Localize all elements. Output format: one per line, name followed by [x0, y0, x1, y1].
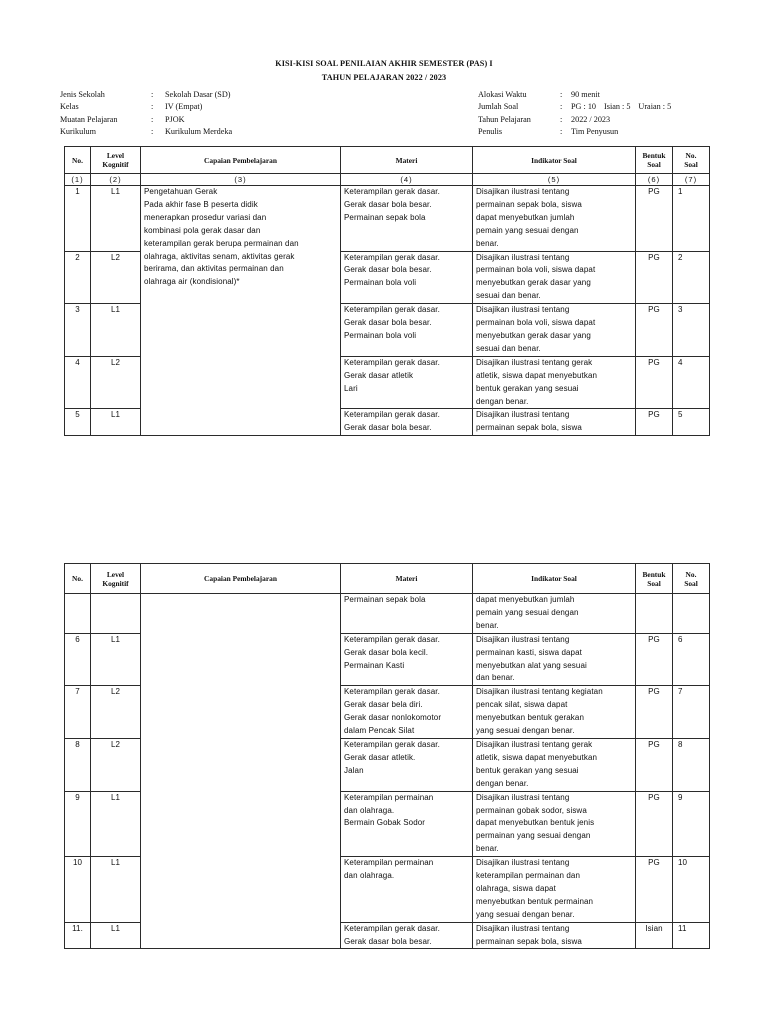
cell-no: 10	[65, 857, 91, 923]
cell-no-soal: 1	[673, 186, 710, 252]
header-no: No.	[65, 147, 91, 174]
info-label: Tahun Pelajaran	[478, 114, 531, 124]
info-value: 2022 / 2023	[571, 114, 611, 124]
indikator-line: permainan gobak sodor, siswa	[476, 805, 587, 815]
info-separator: :	[151, 90, 154, 99]
document-subtitle: TAHUN PELAJARAN 2022 / 2023	[321, 73, 447, 82]
cell-level: L1	[91, 922, 141, 949]
cell-indikator	[473, 304, 636, 357]
cell-bentuk: PG	[636, 251, 673, 304]
info-separator: :	[560, 102, 563, 112]
indikator-line: permainan bola voli, siswa dapat	[476, 318, 596, 328]
cell-indikator	[473, 251, 636, 304]
info-row-jenis-sekolah	[60, 89, 232, 101]
info-value: PJOK	[165, 114, 185, 124]
cell-no-soal: 6	[673, 633, 710, 686]
indikator-line: dengan benar.	[476, 396, 529, 406]
info-value-uraian: Uraian : 5	[638, 102, 672, 112]
info-row-alokasi-waktu	[478, 89, 671, 101]
cell-materi	[341, 791, 473, 857]
header-text: Kognitif	[102, 578, 129, 588]
info-value: Kurikulum Merdeka	[165, 127, 233, 137]
header-materi: Materi	[341, 564, 473, 594]
indikator-line: pemain yang sesuai dengan	[476, 225, 579, 235]
cell-indikator	[473, 594, 636, 634]
indikator-line: benar.	[476, 238, 499, 248]
indikator-line: pemain yang sesuai dengan	[476, 607, 579, 617]
cell-no: 9	[65, 791, 91, 857]
header-text: Kognitif	[102, 160, 129, 169]
indikator-line: dapat menyebutkan bentuk jenis	[476, 818, 595, 828]
info-row-kelas	[60, 101, 232, 113]
info-separator: :	[560, 114, 563, 124]
indikator-line: Disajikan ilustrasi tentang	[476, 252, 570, 262]
cell-no: 7	[65, 686, 91, 739]
header-text: Soal	[647, 160, 661, 169]
capaian-line: kombinasi pola gerak dasar dan	[144, 225, 261, 235]
cell-bentuk: Isian	[636, 922, 673, 949]
info-row-tahun-pelajaran	[478, 114, 671, 126]
indikator-line: yang sesuai dengan benar.	[476, 726, 575, 736]
info-label: Jumlah Soal	[478, 102, 519, 112]
cell-materi	[341, 356, 473, 409]
cell-level	[91, 594, 141, 634]
indikator-line: sesuai dan benar.	[476, 343, 541, 353]
cell-no: 11.	[65, 922, 91, 949]
materi-line: Permainan Kasti	[344, 660, 405, 670]
header-text: Level	[106, 569, 125, 579]
indikator-line: keterampilan permainan dan	[476, 871, 580, 881]
table-header-row	[65, 147, 710, 174]
cell-bentuk	[636, 594, 673, 634]
info-value-pg: PG : 10	[571, 102, 597, 112]
cell-materi	[341, 251, 473, 304]
column-number: (1)	[65, 174, 91, 186]
cell-materi	[341, 409, 473, 436]
indikator-line: atletik, siswa dapat menyebutkan	[476, 752, 598, 762]
indikator-line: permainan sepak bola, siswa	[476, 936, 582, 946]
materi-line: Gerak dasar nonlokomotor	[344, 713, 442, 723]
cell-indikator	[473, 356, 636, 409]
table-header-row	[65, 564, 710, 594]
indikator-line: menyebutkan gerak dasar yang	[476, 278, 591, 288]
cell-capaian-continued	[141, 594, 341, 949]
info-value: Tim Penyusun	[571, 127, 619, 137]
cell-level: L1	[91, 791, 141, 857]
materi-line: Keterampilan gerak dasar.	[344, 687, 440, 697]
materi-line: Gerak dasar bola kecil.	[344, 647, 429, 657]
cell-level: L1	[91, 186, 141, 252]
materi-line: Jalan	[344, 765, 364, 775]
header-materi: Materi	[341, 147, 473, 174]
header-text: Bentuk	[642, 569, 666, 579]
kisi-kisi-table-page-1	[64, 146, 710, 436]
materi-line: Keterampilan permainan	[344, 858, 434, 868]
materi-line: Bermain Gobak Sodor	[344, 818, 426, 828]
materi-line: Permainan sepak bola	[344, 212, 426, 222]
cell-no-soal: 3	[673, 304, 710, 357]
indikator-line: menyebutkan bentuk permainan	[476, 896, 594, 906]
indikator-line: bentuk gerakan yang sesuai	[476, 765, 579, 775]
indikator-line: Disajikan ilustrasi tentang	[476, 305, 570, 315]
column-number-row	[65, 174, 710, 186]
materi-line: Permainan sepak bola	[344, 595, 426, 604]
indikator-line: pencak silat, siswa dapat	[476, 700, 568, 710]
materi-line: Keterampilan gerak dasar.	[344, 252, 440, 262]
indikator-line: bentuk gerakan yang sesuai	[476, 383, 579, 393]
cell-no: 5	[65, 409, 91, 436]
cell-indikator	[473, 857, 636, 923]
info-label: Kurikulum	[60, 127, 96, 137]
materi-line: dan olahraga.	[344, 805, 395, 815]
indikator-line: dan benar.	[476, 673, 515, 683]
cell-capaian	[141, 186, 341, 436]
header-no-soal	[673, 564, 710, 594]
info-separator: :	[560, 90, 563, 99]
info-label: Alokasi Waktu	[478, 90, 527, 99]
indikator-line: menyebutkan bentuk gerakan	[476, 713, 585, 723]
cell-materi	[341, 922, 473, 949]
cell-materi	[341, 738, 473, 791]
capaian-line: olahraga air (kondisional)*	[144, 277, 240, 287]
header-indikator: Indikator Soal	[473, 147, 636, 174]
info-separator: :	[151, 114, 154, 124]
cell-no-soal: 11	[673, 922, 710, 949]
indikator-line: permainan yang sesuai dengan	[476, 831, 591, 841]
materi-line: Gerak dasar atletik	[344, 370, 414, 380]
column-number: (3)	[141, 174, 341, 186]
column-number: (6)	[636, 174, 673, 186]
indikator-line: Disajikan ilustrasi tentang	[476, 410, 570, 420]
capaian-line: menerapkan prosedur variasi dan	[144, 212, 267, 222]
cell-materi	[341, 304, 473, 357]
cell-indikator	[473, 922, 636, 949]
cell-indikator	[473, 686, 636, 739]
info-separator: :	[560, 127, 563, 137]
info-label: Jenis Sekolah	[60, 90, 105, 99]
cell-bentuk: PG	[636, 857, 673, 923]
indikator-line: menyebutkan gerak dasar yang	[476, 330, 591, 340]
info-value: IV (Empat)	[165, 102, 203, 112]
materi-line: Keterampilan gerak dasar.	[344, 187, 440, 196]
table-row	[65, 594, 710, 634]
indikator-line: permainan sepak bola, siswa	[476, 423, 582, 433]
cell-bentuk: PG	[636, 409, 673, 436]
header-level-kognitif	[91, 147, 141, 174]
info-label: Penulis	[478, 127, 503, 137]
header-text: No.	[685, 569, 697, 579]
materi-line: Keterampilan gerak dasar.	[344, 410, 440, 420]
capaian-line: keterampilan gerak berupa permainan dan	[144, 238, 299, 248]
column-number: (4)	[341, 174, 473, 186]
indikator-line: dapat menyebutkan jumlah	[476, 212, 575, 222]
cell-no: 2	[65, 251, 91, 304]
info-value: 90 menit	[571, 90, 600, 99]
table-row	[65, 186, 710, 252]
cell-bentuk: PG	[636, 738, 673, 791]
materi-line: Permainan bola voli	[344, 330, 417, 340]
column-number: (2)	[91, 174, 141, 186]
cell-bentuk: PG	[636, 633, 673, 686]
cell-level: L2	[91, 251, 141, 304]
indikator-line: Disajikan ilustrasi tentang	[476, 792, 570, 802]
indikator-line: atletik, siswa dapat menyebutkan	[476, 370, 598, 380]
cell-bentuk: PG	[636, 186, 673, 252]
materi-line: Keterampilan gerak dasar.	[344, 923, 440, 933]
indikator-line: Disajikan ilustrasi tentang	[476, 187, 570, 196]
cell-materi	[341, 857, 473, 923]
materi-line: dalam Pencak Silat	[344, 726, 415, 736]
info-value-isian: Isian : 5	[604, 102, 631, 112]
indikator-line: benar.	[476, 620, 499, 630]
info-row-kurikulum	[60, 126, 232, 138]
cell-indikator	[473, 738, 636, 791]
cell-level: L2	[91, 356, 141, 409]
header-no-soal	[673, 147, 710, 174]
indikator-line: permainan kasti, siswa dapat	[476, 647, 582, 657]
cell-no-soal: 5	[673, 409, 710, 436]
indikator-line: dengan benar.	[476, 778, 529, 788]
header-text: Soal	[684, 578, 698, 588]
materi-line: Gerak dasar bola besar.	[344, 265, 432, 275]
cell-no: 4	[65, 356, 91, 409]
header-no: No.	[65, 564, 91, 594]
capaian-line: berirama, dan aktivitas permainan dan	[144, 264, 284, 274]
indikator-line: sesuai dan benar.	[476, 291, 541, 301]
cell-no: 3	[65, 304, 91, 357]
header-text: Soal	[647, 578, 661, 588]
materi-line: Gerak dasar bola besar.	[344, 318, 432, 328]
info-label: Muatan Pelajaran	[60, 114, 118, 124]
header-text: No.	[685, 151, 697, 160]
header-indikator: Indikator Soal	[473, 564, 636, 594]
info-separator: :	[151, 102, 154, 112]
materi-line: Permainan bola voli	[344, 278, 417, 288]
indikator-line: Disajikan ilustrasi tentang kegiatan	[476, 687, 603, 697]
materi-line: Gerak dasar bola besar.	[344, 936, 432, 946]
cell-materi	[341, 633, 473, 686]
cell-no-soal: 10	[673, 857, 710, 923]
cell-level: L1	[91, 409, 141, 436]
cell-bentuk: PG	[636, 304, 673, 357]
materi-line: Gerak dasar bela diri.	[344, 700, 423, 710]
indikator-line: menyebutkan alat yang sesuai	[476, 660, 587, 670]
cell-level: L1	[91, 857, 141, 923]
cell-level: L1	[91, 633, 141, 686]
cell-indikator	[473, 633, 636, 686]
materi-line: Keterampilan gerak dasar.	[344, 357, 440, 367]
cell-level: L2	[91, 738, 141, 791]
indikator-line: dapat menyebutkan jumlah	[476, 595, 575, 604]
indikator-line: Disajikan ilustrasi tentang	[476, 858, 570, 868]
capaian-line: Pada akhir fase B peserta didik	[144, 199, 258, 209]
identity-info-right	[478, 89, 671, 139]
indikator-line: permainan sepak bola, siswa	[476, 199, 582, 209]
info-row-muatan-pelajaran	[60, 114, 232, 126]
capaian-line: olahraga, aktivitas senam, aktivitas gerak	[144, 251, 295, 261]
materi-line: Keterampilan gerak dasar.	[344, 634, 440, 644]
info-row-penulis	[478, 126, 671, 138]
cell-indikator	[473, 791, 636, 857]
cell-bentuk: PG	[636, 791, 673, 857]
info-row-jumlah-soal	[478, 101, 671, 113]
cell-bentuk: PG	[636, 686, 673, 739]
header-capaian: Capaian Pembelajaran	[141, 564, 341, 594]
cell-no-soal: 4	[673, 356, 710, 409]
document-title: KISI-KISI SOAL PENILAIAN AKHIR SEMESTER (PAS) I	[275, 59, 493, 68]
cell-no: 6	[65, 633, 91, 686]
materi-line: dan olahraga.	[344, 871, 395, 881]
header-text: Level	[106, 151, 125, 160]
indikator-line: yang sesuai dengan benar.	[476, 909, 575, 919]
info-separator: :	[151, 127, 154, 137]
header-bentuk-soal	[636, 147, 673, 174]
header-bentuk-soal	[636, 564, 673, 594]
cell-materi	[341, 186, 473, 252]
cell-level: L1	[91, 304, 141, 357]
header-text: Bentuk	[642, 151, 666, 160]
materi-line: Lari	[344, 383, 358, 393]
indikator-line: olahraga, siswa dapat	[476, 883, 556, 893]
cell-indikator	[473, 409, 636, 436]
cell-indikator	[473, 186, 636, 252]
capaian-line: Pengetahuan Gerak	[144, 187, 218, 196]
cell-no-soal: 7	[673, 686, 710, 739]
cell-no	[65, 594, 91, 634]
materi-line: Gerak dasar atletik.	[344, 752, 416, 762]
indikator-line: permainan bola voli, siswa dapat	[476, 265, 596, 275]
info-value: Sekolah Dasar (SD)	[165, 90, 231, 99]
materi-line: Gerak dasar bola besar.	[344, 423, 432, 433]
cell-materi	[341, 686, 473, 739]
header-text: Soal	[684, 160, 698, 169]
header-level-kognitif	[91, 564, 141, 594]
cell-no-soal: 8	[673, 738, 710, 791]
cell-bentuk: PG	[636, 356, 673, 409]
materi-line: Keterampilan gerak dasar.	[344, 305, 440, 315]
cell-no-soal	[673, 594, 710, 634]
indikator-line: Disajikan ilustrasi tentang gerak	[476, 739, 593, 749]
column-number: (5)	[473, 174, 636, 186]
info-label: Kelas	[60, 102, 79, 112]
materi-line: Gerak dasar bola besar.	[344, 199, 432, 209]
identity-info-left	[60, 89, 232, 139]
cell-no: 1	[65, 186, 91, 252]
column-number: (7)	[673, 174, 710, 186]
materi-line: Keterampilan permainan	[344, 792, 434, 802]
materi-line: Keterampilan gerak dasar.	[344, 739, 440, 749]
indikator-line: Disajikan ilustrasi tentang	[476, 634, 570, 644]
indikator-line: Disajikan ilustrasi tentang	[476, 923, 570, 933]
cell-materi	[341, 594, 473, 634]
header-capaian: Capaian Pembelajaran	[141, 147, 341, 174]
indikator-line: Disajikan ilustrasi tentang gerak	[476, 357, 593, 367]
cell-no-soal: 2	[673, 251, 710, 304]
kisi-kisi-table-page-2	[64, 563, 710, 949]
cell-no-soal: 9	[673, 791, 710, 857]
cell-level: L2	[91, 686, 141, 739]
indikator-line: benar.	[476, 844, 499, 854]
cell-no: 8	[65, 738, 91, 791]
